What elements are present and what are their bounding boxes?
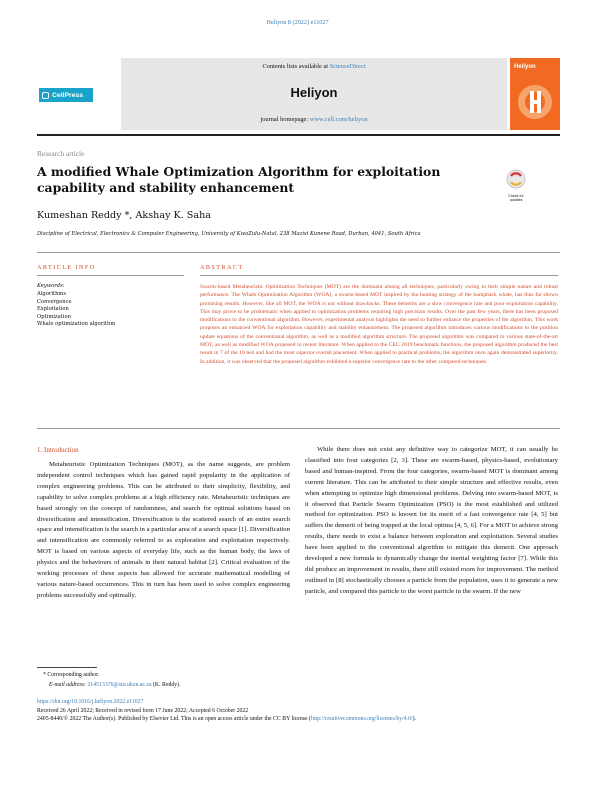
- article-type: Research article: [37, 149, 85, 158]
- email-line: [49, 682, 181, 688]
- license-line: [37, 715, 560, 724]
- license-suffix: ).: [412, 716, 417, 722]
- divider-top: [37, 252, 560, 253]
- intro-right-column: [305, 445, 558, 598]
- publisher-logo-area: [37, 58, 117, 130]
- email-suffix: (K. Reddy).: [151, 682, 181, 688]
- cellpress-logo[interactable]: [39, 88, 93, 102]
- license-link[interactable]: http://creativecommons.org/licenses/by/4.0/: [310, 716, 413, 722]
- abstract-text: Swarm-based Metaheuristic Optimization Techniques (MOT) are the dominant among all techniques, particularly owing to their simple nature and robust performance. The Whale Optimization Algorithm (WOA), a swarm-based MOT inspired by the hunting strategy of the humpback whale, has thus far shown promising results. However, like all MOT, the WOA is not without drawbacks. These demerits are a slow convergence rate and poor exploitation capability. This may prove to be problematic when applied to optimization problems requiring high precision results. Over the past few years, there has been proposed modifications to the conventional algorithm. However, experimental analysis highlights the need to further enhance the properties of the algorithm. This work proposes an enhanced WOA for exploitation capability and stability enhancement. The proposed algorithm introduces various modifications to the position update equations of the conventional algorithm, as well as a modified algorithm structure. The proposed algorithm was compared to various state-of-the-art MOT, as well as modified WOA proposed in recent literature. When applied to the CEC 2019 benchmark functions, the proposed algorithm produced the best result in 7 of the 10 test and had the most superior overall placement. When applied to practical problems, the algorithm once again demonstrated superiority. In addition, it was observed that the proposed algorithm exhibited a superior convergence rate to the other compared techniques.: [200, 284, 558, 365]
- divider-bottom: [37, 428, 560, 429]
- journal-info: [121, 58, 507, 130]
- article-footer: [37, 698, 560, 724]
- corresponding-note: * Corresponding author.: [43, 672, 100, 678]
- keyword: Algorithms: [37, 291, 66, 297]
- keywords-list: [37, 291, 115, 329]
- license-prefix: 2405-8440/© 2022 The Author(s). Published by Elsevier Ltd. This is an open access article under the CC BY license (: [37, 716, 311, 722]
- cellpress-logo-text: CellPress: [52, 91, 83, 99]
- keyword: Exploitation: [37, 306, 69, 313]
- affiliation: Discipline of Electrical, Electronics & Computer Engineering, University of KwaZulu-Natal, 238 Mazisi Kunene Road, Durban, 4041, South Africa: [37, 231, 421, 237]
- homepage-prefix: journal homepage:: [260, 116, 310, 123]
- journal-cover: [510, 58, 560, 130]
- keyword: Whale optimization algorithm: [37, 321, 116, 328]
- article-title: A modified Whale Optimization Algorithm for exploitation capability and stability enhancement: [37, 164, 441, 195]
- abstract-rule: [200, 275, 558, 276]
- header-rule: [37, 134, 560, 136]
- homepage-link[interactable]: www.cell.com/heliyon: [309, 116, 368, 123]
- check-for-updates-badge[interactable]: [502, 168, 530, 202]
- intro-left-column: [37, 460, 290, 602]
- journal-banner: [37, 58, 560, 130]
- journal-name: Heliyon: [290, 85, 338, 100]
- paragraph: While there does not exist any definitive way to categorize MOT, it can usually be classified into four categories [2, 3]. These are swarm-based, physics-based, evolutionary based and human-inspired. From the four categories, swarm-based MOT is dominant among current literature. This can be attributed to their simple structure and effective results, even when attempting to optimize high dimensional problems. Delving into swarm-based MOT, is it observed that Particle Swarm Optimization (PSO) is the most established and utilized method for optimization. PSO is known for its merit of a fast convergence rate [4, 5] but suffers the demerit of being trapped at the local optima [4, 5, 6]. For a MOT to achieve strong results, there needs to exist a balance between exploration and exploitation. Several studies have been applied to the conventional algorithm to mitigate this demerit. One approach developed a new formula to dynamically change the inertial weighting factor [7]. While this did produce an improvement in results, there still existed room for improvement. The method outlined in [8] stochastically chooses a particle from the population, uses it to generate a new particle, and compared this particle to the worst particle in the swarm. If the new: [305, 446, 558, 595]
- cellpress-icon: [42, 92, 49, 99]
- abstract-heading: ABSTRACT: [200, 264, 244, 271]
- keyword: Convergence: [37, 298, 72, 305]
- authors: Kumeshan Reddy *, Akshay K. Saha: [37, 210, 211, 221]
- contents-prefix: Contents lists available at: [262, 63, 330, 70]
- sciencedirect-link[interactable]: ScienceDirect: [329, 63, 366, 70]
- keywords-label: Keywords:: [37, 283, 65, 289]
- email-link[interactable]: 214513376@stu.ukzn.ac.za: [87, 682, 152, 688]
- cover-title: Heliyon: [514, 64, 536, 70]
- email-label: E-mail address:: [49, 682, 88, 688]
- article-info-heading: ARTICLE INFO: [37, 264, 96, 271]
- section-heading-introduction: 1. Introduction: [37, 446, 79, 454]
- paragraph: Metaheuristic Optimization Techniques (MOT), as the name suggests, are problem independent control techniques which has gained rapid popularity in the application of complex engineering problems. This can be attributed to their simplicity, flexibility, and capability to solve complex problems at a high efficiency rate. Metaheuristic techniques are based strongly on the concept of randomness, and search for optimal solutions based on diversification and intensification. Diversification is the scattered search of an entire search space and intensification is the search in a particular area of a search space [1]. Diversification and intensification are commonly referred to as exploration and exploitation respectively. MOT is based on various aspects of everyday life, such as the human body, the laws of physics and the behaviours of animals in their natural habitat [2]. Critical evaluation of the working processes of these aspects has allowed for accurate mathematical modelling of various nature-based occurrences. This in turn has been used to solve complex engineering problems successfully and optimally.: [37, 461, 290, 599]
- doi-link[interactable]: https://doi.org/10.1016/j.heliyon.2022.e11027: [37, 699, 144, 705]
- info-rule: [37, 275, 184, 276]
- keyword: Optimization: [37, 313, 71, 320]
- check-updates-label: Check for updates: [508, 194, 524, 202]
- received-dates: Received 26 April 2022; Received in revised form 17 June 2022; Accepted 6 October 2022: [37, 707, 249, 714]
- journal-citation[interactable]: Heliyon 8 (2022) e11027: [266, 19, 329, 26]
- contents-line: [121, 63, 507, 70]
- footnote-rule: [37, 667, 97, 668]
- homepage-line: [121, 116, 507, 123]
- check-updates-icon: [502, 168, 530, 190]
